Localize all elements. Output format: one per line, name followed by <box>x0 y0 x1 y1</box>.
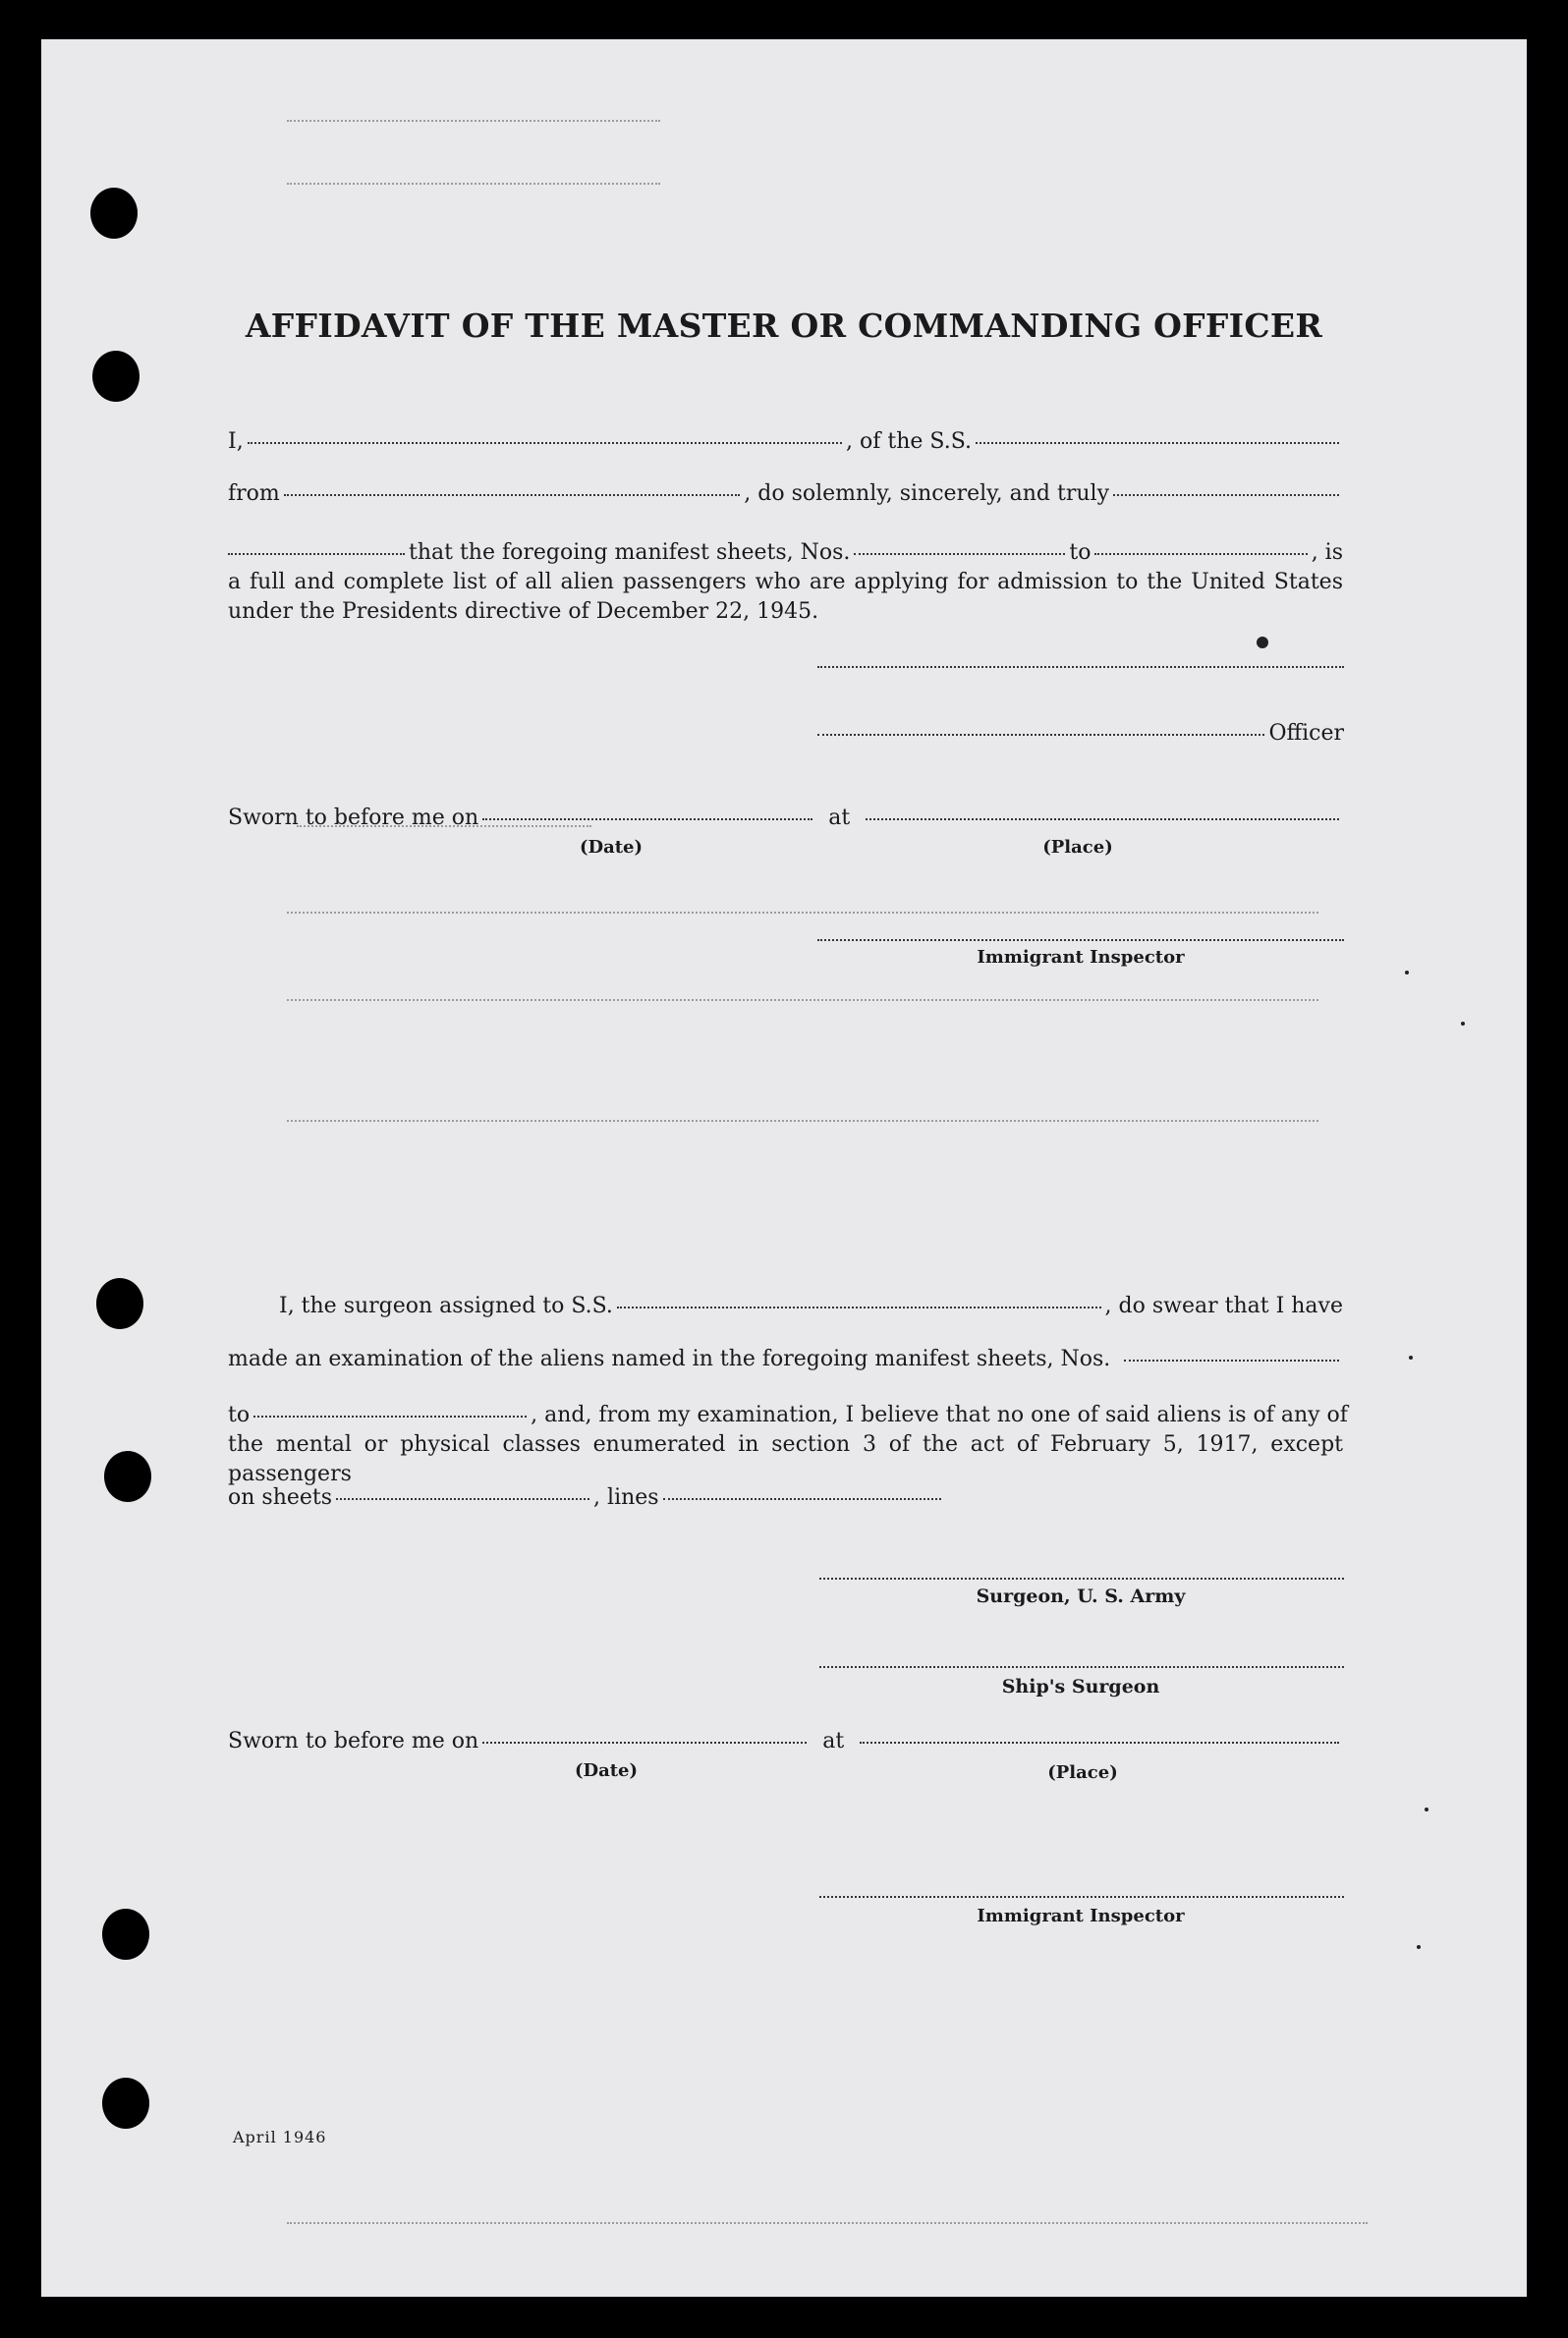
label: , lines <box>593 1485 659 1510</box>
surgeon-sheet-to-field[interactable] <box>253 1415 527 1418</box>
label: I, <box>228 429 244 454</box>
label: from <box>228 481 280 506</box>
ship-name-field[interactable] <box>976 441 1339 444</box>
label: , do swear that I have <box>1104 1294 1343 1318</box>
oath-word-field[interactable] <box>228 552 405 555</box>
surgeon-date-caption: (Date) <box>574 1760 639 1781</box>
surgeon-sworn-place-field[interactable] <box>860 1741 1339 1744</box>
master-line-3 <box>228 538 1343 568</box>
form-title: AFFIDAVIT OF THE MASTER OR COMMANDING OFFICER <box>245 306 1323 345</box>
surgeon-ship-field[interactable] <box>617 1306 1101 1308</box>
inspector-caption: Immigrant Inspector <box>977 947 1185 968</box>
label: , is <box>1311 540 1343 565</box>
officer-label: Officer <box>1268 721 1344 746</box>
label: to <box>1069 540 1092 565</box>
label: Sworn to before me on <box>228 1729 479 1754</box>
exception-sheets-field[interactable] <box>336 1497 589 1500</box>
form-edition-date: April 1946 <box>233 2128 327 2146</box>
punch-hole <box>90 188 138 239</box>
master-statement: a full and complete list of all alien passengers who are applying for admission to the United States under the Presidents directive of December 22, 1945. <box>228 570 1343 624</box>
label: on sheets <box>228 1485 333 1510</box>
bleed-through-line <box>287 183 660 185</box>
sworn-date-field[interactable] <box>482 817 812 820</box>
master-line-1 <box>228 427 1343 457</box>
label: at <box>822 1729 845 1754</box>
ink-dot <box>1257 637 1268 648</box>
from-field[interactable] <box>284 493 741 496</box>
label: , and, from my examination, I believe that no one of said aliens is of any of <box>531 1403 1348 1427</box>
surgeon-line-1 <box>228 1292 1343 1321</box>
bleed-through-line <box>287 999 1318 1001</box>
exception-lines-field[interactable] <box>663 1497 941 1500</box>
army-surgeon-signature-line[interactable] <box>819 1578 1344 1580</box>
ship-surgeon-signature-line[interactable] <box>819 1666 1344 1668</box>
sheet-to-field[interactable] <box>1094 552 1307 555</box>
date-caption: (Date) <box>579 837 644 858</box>
ship-surgeon-caption: Ship's Surgeon <box>1001 1676 1160 1698</box>
surgeon-line-3 <box>228 1401 1348 1430</box>
surgeon-sheet-from-field[interactable] <box>1124 1359 1339 1362</box>
army-surgeon-caption: Surgeon, U. S. Army <box>976 1586 1186 1607</box>
ink-speck <box>1417 1945 1421 1949</box>
place-caption: (Place) <box>1042 837 1113 858</box>
officer-field[interactable] <box>817 733 1264 736</box>
bleed-through-line <box>287 912 1318 914</box>
punch-hole <box>92 351 140 402</box>
surgeon-line-2 <box>228 1345 1343 1374</box>
surgeon-inspector-signature-line[interactable] <box>819 1896 1344 1898</box>
sworn-place-field[interactable] <box>866 817 1339 820</box>
label: , do solemnly, sincerely, and truly <box>744 481 1109 506</box>
surgeon-sworn-line <box>228 1727 1343 1756</box>
label: that the foregoing manifest sheets, Nos. <box>409 540 851 565</box>
label: to <box>228 1403 251 1427</box>
label: at <box>828 806 851 830</box>
form-page <box>41 39 1527 2297</box>
name-field[interactable] <box>248 441 842 444</box>
punch-hole <box>102 2078 149 2129</box>
sheet-from-field[interactable] <box>854 552 1065 555</box>
oath-field[interactable] <box>1113 493 1339 496</box>
surgeon-line-5 <box>228 1483 945 1513</box>
label: , of the S.S. <box>846 429 972 454</box>
master-line-2 <box>228 479 1343 509</box>
surgeon-statement: the mental or physical classes enumerated in section 3 of the act of February 5, 1917, except passengers <box>228 1432 1343 1486</box>
punch-hole <box>96 1278 143 1329</box>
ink-speck <box>1425 1808 1428 1811</box>
master-signature-line[interactable] <box>817 666 1344 668</box>
inspector-signature-line[interactable] <box>817 939 1344 941</box>
ink-speck <box>1405 971 1409 974</box>
punch-hole <box>104 1451 151 1502</box>
label: made an examination of the aliens named in the foregoing manifest sheets, Nos. <box>228 1347 1111 1371</box>
officer-line <box>817 719 1344 749</box>
surgeon-inspector-caption: Immigrant Inspector <box>977 1906 1185 1926</box>
label: I, the surgeon assigned to S.S. <box>279 1294 613 1318</box>
ink-speck <box>1409 1356 1413 1360</box>
label: Sworn to before me on <box>228 806 479 830</box>
ink-speck <box>1461 1022 1465 1026</box>
bleed-through-line <box>287 2222 1368 2224</box>
surgeon-sworn-date-field[interactable] <box>482 1741 807 1744</box>
surgeon-place-caption: (Place) <box>1047 1762 1118 1783</box>
bleed-through-line <box>287 1120 1318 1122</box>
punch-hole <box>102 1909 149 1960</box>
master-sworn-line <box>228 804 1343 833</box>
bleed-through-line <box>287 120 660 122</box>
